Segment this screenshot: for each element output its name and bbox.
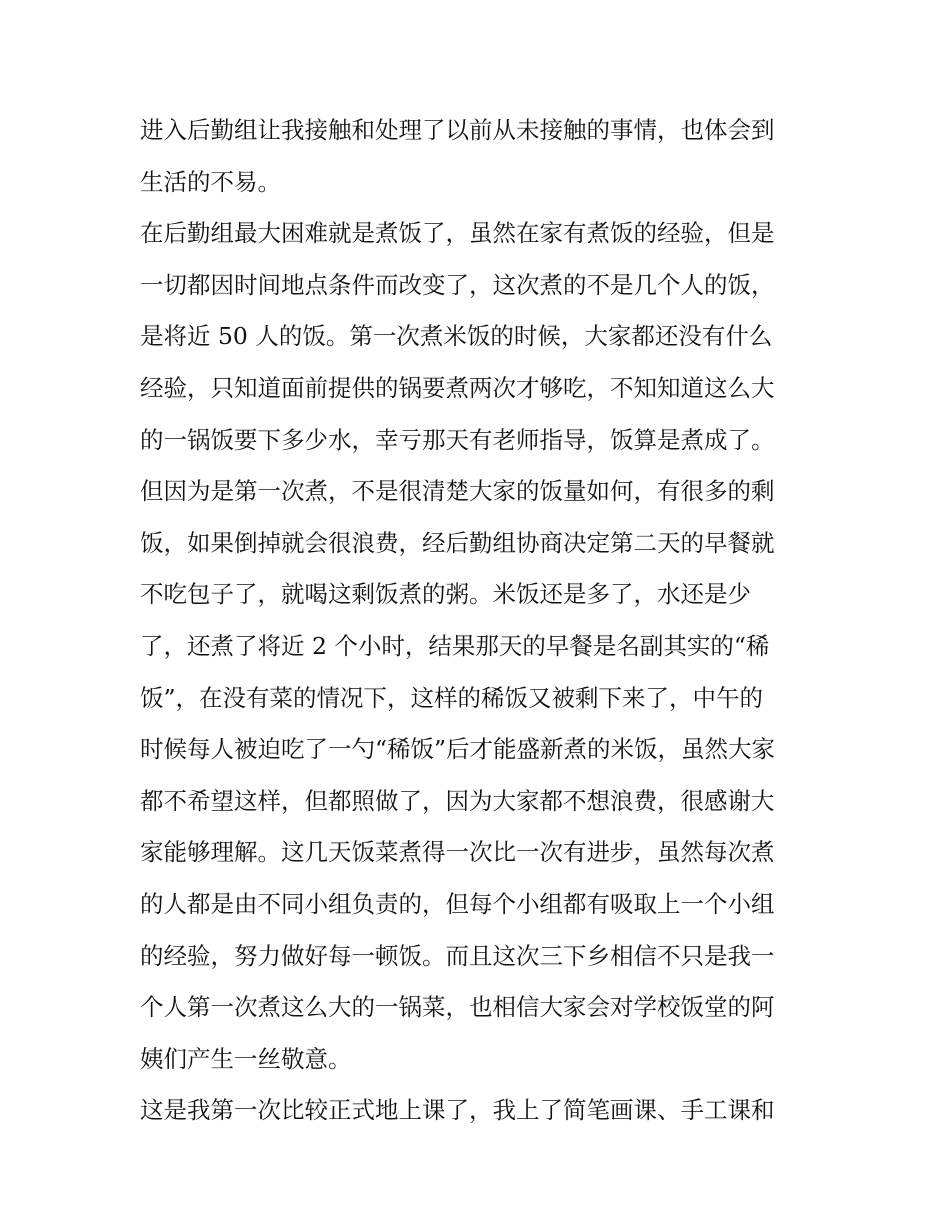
text-line: 的人都是由不同小组负责的，但每个小组都有吸取上一个小组 xyxy=(140,889,775,918)
text-line: 不吃包子了，就喝这剩饭煮的粥。米饭还是多了，水还是少 xyxy=(140,580,751,609)
text-line: 生活的不易。 xyxy=(140,167,281,196)
text-line: 进入后勤组让我接触和处理了以前从未接触的事情，也体会到 xyxy=(140,116,775,144)
text-line: 一切都因时间地点条件而改变了，这次煮的不是几个人的饭， xyxy=(140,270,775,299)
text-line: 饭，如果倒掉就会很浪费，经后勤组协商决定第二天的早餐就 xyxy=(140,528,775,557)
text-line: 经验，只知道面前提供的锅要煮两次才够吃，不知知道这么大 xyxy=(140,373,775,402)
body-text xyxy=(140,105,820,1137)
text-line: 的经验，努力做好每一顿饭。而且这次三下乡相信不只是我一 xyxy=(140,941,775,970)
text-line: 饭”，在没有菜的情况下，这样的稀饭又被剩下来了，中午的 xyxy=(140,683,764,712)
text-line: 的一锅饭要下多少水，幸亏那天有老师指导，饭算是煮成了。 xyxy=(140,425,775,454)
text-line: 都不希望这样，但都照做了，因为大家都不想浪费，很感谢大 xyxy=(140,786,775,815)
text-line: 时候每人被迫吃了一勺“稀饭”后才能盛新煮的米饭，虽然大家 xyxy=(140,735,776,764)
text-line: 了，还煮了将近 2 个小时，结果那天的早餐是名副其实的“稀 xyxy=(140,631,770,660)
text-line: 是将近 50 人的饭。第一次煮米饭的时候，大家都还没有什么 xyxy=(140,322,773,351)
text-line: 在后勤组最大困难就是煮饭了，虽然在家有煮饭的经验，但是 xyxy=(140,219,775,248)
text-line: 姨们产生一丝敬意。 xyxy=(140,1044,352,1073)
text-line: 个人第一次煮这么大的一锅菜，也相信大家会对学校饭堂的阿 xyxy=(140,993,775,1022)
text-line: 这是我第一次比较正式地上课了，我上了简笔画课、手工课和 xyxy=(140,1096,775,1125)
text-line: 但因为是第一次煮，不是很清楚大家的饭量如何，有很多的剩 xyxy=(140,477,775,506)
text-line: 家能够理解。这几天饭菜煮得一次比一次有进步，虽然每次煮 xyxy=(140,838,775,867)
